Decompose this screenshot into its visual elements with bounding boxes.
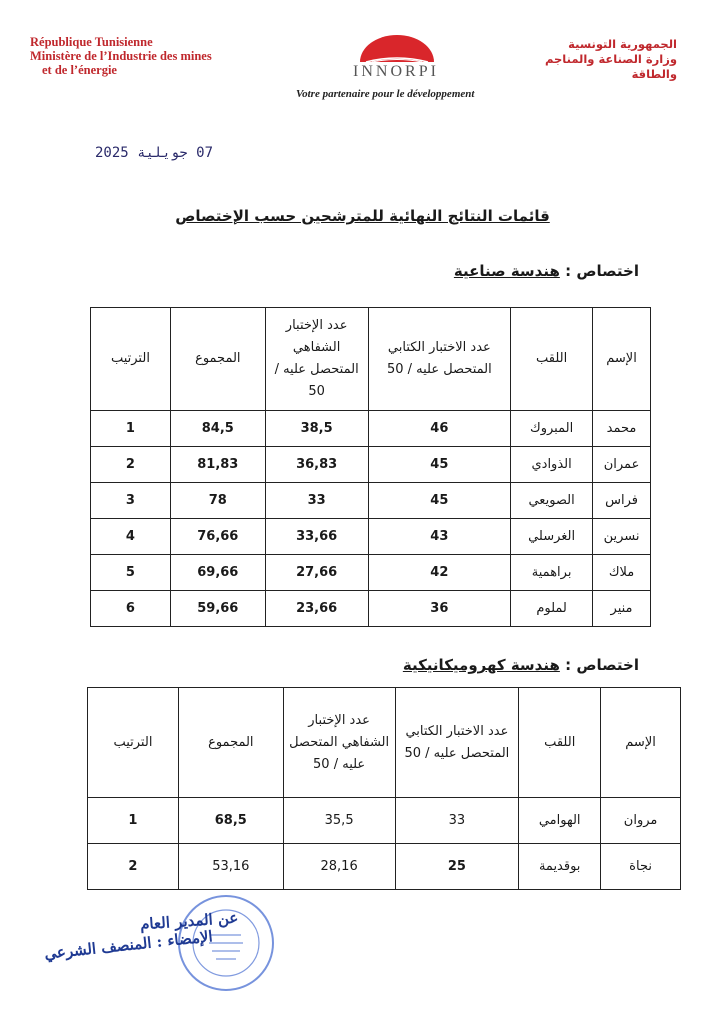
cell-oral-score: 28,16 [283, 844, 395, 890]
signature-line-1: عن المدير العام [139, 908, 239, 934]
logo-text: INNORPI [353, 63, 439, 80]
section-2-name: هندسة كهروميكانيكية [402, 656, 560, 674]
section-1-heading [454, 262, 639, 280]
cell-written-score: 33 [395, 798, 519, 844]
results-table-2 [87, 687, 681, 890]
cell-rank: 5 [91, 555, 171, 591]
section-1-label: اختصاص : [565, 262, 639, 280]
cell-first-name: ملاك [593, 555, 651, 591]
table-row [88, 798, 681, 844]
cell-last-name: الصويعي [511, 483, 593, 519]
table-row [91, 555, 651, 591]
table-header-row [91, 308, 651, 411]
date-stamp: 07 جويلية 2025 [95, 145, 214, 161]
cell-last-name: لملوم [511, 591, 593, 627]
header-ar-line-1: الجمهورية التونسية [568, 37, 677, 51]
cell-first-name: محمد [593, 411, 651, 447]
column-header: الترتيب [88, 688, 179, 798]
table-row [91, 591, 651, 627]
column-header: عدد الاختبار الكتابي المتحصل عليه / 50 [368, 308, 511, 411]
cell-oral-score: 38,5 [265, 411, 368, 447]
cell-last-name: الهوامي [519, 798, 601, 844]
cell-written-score: 25 [395, 844, 519, 890]
cell-last-name: الغرسلي [511, 519, 593, 555]
cell-total: 69,66 [170, 555, 265, 591]
header-fr-line-2: Ministère de l’Industrie des mines [30, 49, 212, 63]
document-title: قائمات النتائج النهائية للمترشحين حسب الإختصاص [175, 207, 550, 225]
header-ar-line-2: وزارة الصناعة والمناجم [545, 52, 677, 66]
header-fr-line-1: République Tunisienne [30, 35, 153, 49]
column-header: المجموع [178, 688, 283, 798]
cell-total: 78 [170, 483, 265, 519]
table-row [88, 844, 681, 890]
header-ar-line-3: والطاقة [631, 67, 677, 81]
cell-total: 53,16 [178, 844, 283, 890]
table-row [91, 411, 651, 447]
cell-written-score: 42 [368, 555, 511, 591]
column-header: عدد الإختبار الشفاهي المتحصل عليه / 50 [283, 688, 395, 798]
column-header: الإسم [601, 688, 681, 798]
table-row [91, 447, 651, 483]
cell-first-name: عمران [593, 447, 651, 483]
header-arabic [545, 37, 677, 82]
cell-first-name: مروان [601, 798, 681, 844]
cell-oral-score: 35,5 [283, 798, 395, 844]
table-header-row [88, 688, 681, 798]
section-2-heading [403, 656, 639, 674]
cell-first-name: نجاة [601, 844, 681, 890]
column-header: المجموع [170, 308, 265, 411]
cell-rank: 1 [88, 798, 179, 844]
cell-rank: 4 [91, 519, 171, 555]
cell-written-score: 45 [368, 483, 511, 519]
cell-last-name: المبروك [511, 411, 593, 447]
section-1-name: هندسة صناعية [453, 262, 560, 280]
column-header: اللقب [511, 308, 593, 411]
section-2-label: اختصاص : [565, 656, 639, 674]
cell-rank: 1 [91, 411, 171, 447]
table-row [91, 483, 651, 519]
cell-written-score: 36 [368, 591, 511, 627]
cell-total: 84,5 [170, 411, 265, 447]
cell-total: 81,83 [170, 447, 265, 483]
cell-total: 59,66 [170, 591, 265, 627]
signature-line-2: الإمضاء : المنصف الشرعي [43, 927, 214, 963]
cell-first-name: فراس [593, 483, 651, 519]
column-header: اللقب [519, 688, 601, 798]
header-fr-line-3: et de l’énergie [42, 63, 117, 77]
table-row [91, 519, 651, 555]
cell-first-name: نسرين [593, 519, 651, 555]
cell-oral-score: 27,66 [265, 555, 368, 591]
cell-written-score: 46 [368, 411, 511, 447]
cell-rank: 2 [91, 447, 171, 483]
results-table-1 [90, 307, 651, 627]
cell-rank: 2 [88, 844, 179, 890]
cell-oral-score: 33 [265, 483, 368, 519]
cell-written-score: 43 [368, 519, 511, 555]
cell-oral-score: 23,66 [265, 591, 368, 627]
cell-last-name: براهمية [511, 555, 593, 591]
cell-total: 68,5 [178, 798, 283, 844]
cell-total: 76,66 [170, 519, 265, 555]
cell-written-score: 45 [368, 447, 511, 483]
logo-tagline: Votre partenaire pour le développement [296, 88, 475, 100]
column-header: الترتيب [91, 308, 171, 411]
column-header: عدد الإختبار الشفاهي المتحصل عليه / 50 [265, 308, 368, 411]
cell-oral-score: 36,83 [265, 447, 368, 483]
cell-last-name: الذوادي [511, 447, 593, 483]
cell-oral-score: 33,66 [265, 519, 368, 555]
cell-rank: 6 [91, 591, 171, 627]
cell-first-name: منير [593, 591, 651, 627]
column-header: الإسم [593, 308, 651, 411]
column-header: عدد الاختبار الكتابي المتحصل عليه / 50 [395, 688, 519, 798]
header-french [30, 35, 212, 77]
cell-last-name: بوقديمة [519, 844, 601, 890]
cell-rank: 3 [91, 483, 171, 519]
